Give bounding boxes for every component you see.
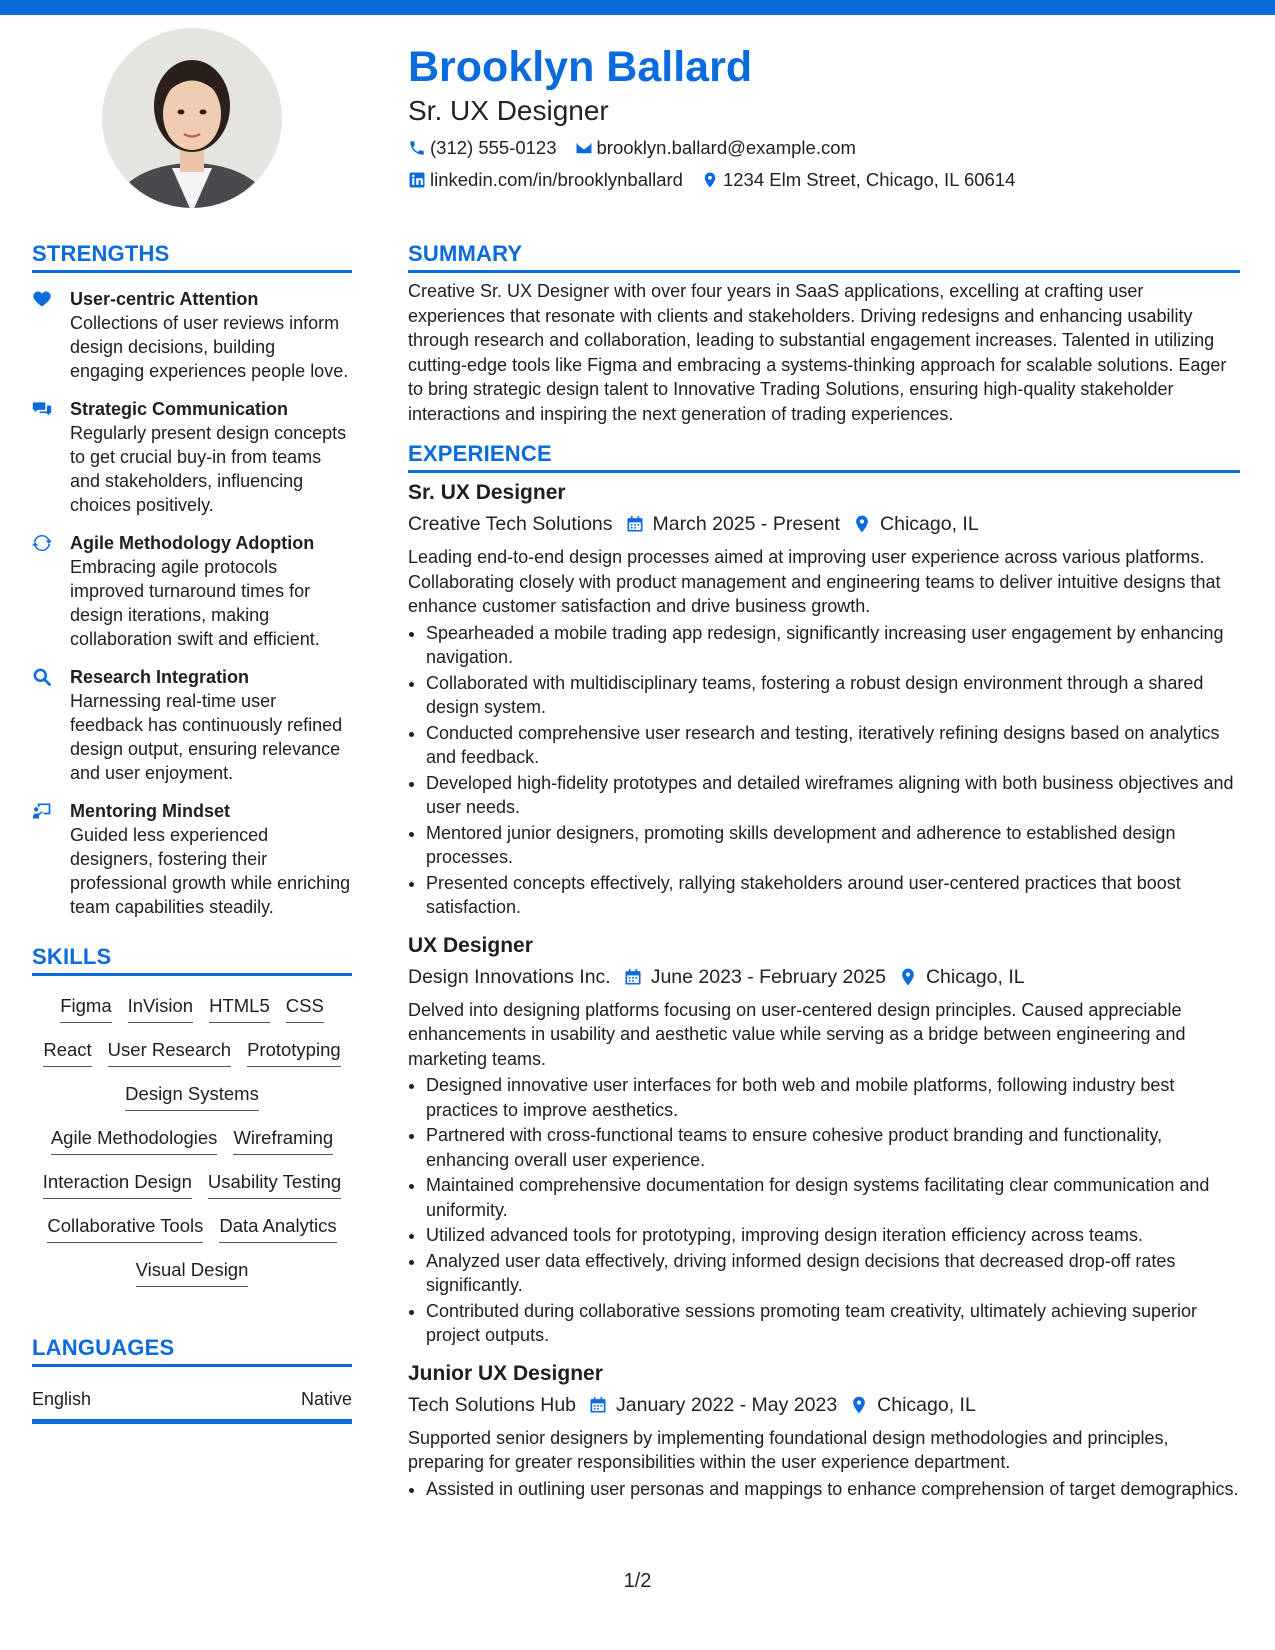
job-title: Sr. UX Designer bbox=[408, 481, 566, 504]
address-text: 1234 Elm Street, Chicago, IL 60614 bbox=[722, 169, 1016, 190]
strength-desc: Embracing agile protocols improved turnaround times for design iterations, making collaboration swift and efficient. bbox=[70, 557, 320, 649]
job-meta bbox=[408, 1392, 1240, 1418]
list-item: • Mentored junior designers, promoting skills development and adherence to established design processes. bbox=[426, 821, 1240, 870]
experience-heading: EXPERIENCE bbox=[408, 440, 1240, 473]
list-item: • Utilized advanced tools for prototyping, improving design iteration efficiency across teams. bbox=[426, 1223, 1240, 1248]
strength-desc: Harnessing real-time user feedback has continuously refined design output, ensuring relevance and user enjoyment. bbox=[70, 691, 343, 783]
candidate-title: Sr. UX Designer bbox=[408, 95, 609, 126]
languages-heading: LANGUAGES bbox=[32, 1334, 352, 1367]
top-accent-bar bbox=[0, 0, 1275, 15]
list-item: • Analyzed user data effectively, driving informed design decisions that decreased drop-off rates significantly. bbox=[426, 1249, 1240, 1298]
job-entry bbox=[408, 932, 1240, 1348]
skill-tag: Prototyping bbox=[247, 1036, 341, 1067]
list-item: • Maintained comprehensive documentation for design systems facilitating clear communication and uniformity. bbox=[426, 1173, 1240, 1222]
calendar-icon bbox=[625, 514, 645, 534]
strength-item bbox=[32, 799, 352, 919]
job-company: Tech Solutions Hub bbox=[408, 1393, 577, 1416]
strength-item bbox=[32, 665, 352, 785]
job-description: Supported senior designers by implementing foundational design methodologies and principles, preparing for greater responsibilities within the user experience department. bbox=[408, 1427, 1169, 1472]
left-column bbox=[32, 240, 352, 1424]
skill-tag: InVision bbox=[128, 992, 193, 1023]
strength-item bbox=[32, 531, 352, 651]
skills-list bbox=[32, 986, 352, 1294]
profile-photo bbox=[102, 28, 282, 208]
strengths-heading: STRENGTHS bbox=[32, 240, 352, 273]
list-item: • Collaborated with multidisciplinary teams, fostering a robust design environment through a shared design system. bbox=[426, 671, 1240, 720]
skill-tag: Visual Design bbox=[136, 1256, 249, 1287]
job-description: Delved into designing platforms focusing on user-centered design principles. Caused appreciable enhancements in usability and aesthetic value while serving as a bridge between engineering and marketing teams. bbox=[408, 999, 1186, 1069]
skill-tag: Wireframing bbox=[233, 1124, 333, 1155]
map-marker-icon bbox=[701, 171, 719, 189]
linkedin-text[interactable]: linkedin.com/in/brooklynballard bbox=[430, 169, 683, 190]
strength-title: Agile Methodology Adoption bbox=[70, 533, 315, 553]
strength-title: Research Integration bbox=[70, 667, 250, 687]
skill-tag: CSS bbox=[286, 992, 324, 1023]
email-contact[interactable] bbox=[575, 136, 856, 160]
skill-tag: React bbox=[43, 1036, 91, 1067]
skill-tag: Design Systems bbox=[125, 1080, 259, 1111]
job-description: Leading end-to-end design processes aimed at improving user experience across various platforms. Collaborating closely with product management and engineering teams to deliver intuitive designs that enhance customer satisfaction and drive business growth. bbox=[408, 547, 1221, 616]
job-bullets bbox=[408, 621, 1240, 920]
candidate-name: Brooklyn Ballard bbox=[408, 43, 753, 91]
job-location: Chicago, IL bbox=[880, 513, 979, 535]
job-bullets bbox=[408, 1073, 1240, 1348]
list-item: • Assisted in outlining user personas and mappings to enhance comprehension of target demographics. bbox=[426, 1477, 1240, 1502]
comments-icon bbox=[32, 399, 52, 419]
strength-desc: Collections of user reviews inform design decisions, building engaging experiences people love. bbox=[70, 313, 349, 381]
job-meta bbox=[408, 511, 1240, 537]
job-dates: June 2023 - February 2025 bbox=[650, 965, 886, 988]
strength-desc: Guided less experienced designers, fostering their professional growth while enriching team capabilities steadily. bbox=[70, 825, 351, 917]
email-text[interactable]: brooklyn.ballard@example.com bbox=[596, 137, 856, 158]
resume-header bbox=[408, 42, 1238, 192]
job-title: Junior UX Designer bbox=[408, 1361, 603, 1385]
phone-icon bbox=[408, 139, 426, 157]
summary-heading: SUMMARY bbox=[408, 240, 1240, 273]
address-contact bbox=[701, 168, 1015, 192]
skills-heading: SKILLS bbox=[32, 943, 352, 976]
job-company: Creative Tech Solutions bbox=[408, 513, 613, 535]
job-meta bbox=[408, 964, 1240, 990]
list-item: • Spearheaded a mobile trading app redesign, significantly increasing user engagement by enhancing navigation. bbox=[426, 621, 1240, 670]
map-marker-icon bbox=[852, 514, 872, 534]
list-item: • Designed innovative user interfaces for both web and mobile platforms, following industry best practices to improve aesthetics. bbox=[426, 1073, 1240, 1122]
job-location: Chicago, IL bbox=[925, 965, 1025, 988]
strength-title: User-centric Attention bbox=[70, 289, 259, 309]
envelope-icon bbox=[575, 139, 593, 157]
list-item: • Partnered with cross-functional teams to ensure cohesive product branding and functionality, enhancing overall user experience. bbox=[426, 1123, 1240, 1172]
list-item: • Developed high-fidelity prototypes and detailed wireframes aligning with both business objectives and user needs. bbox=[426, 771, 1240, 820]
map-marker-icon bbox=[849, 1395, 869, 1415]
contact-row-2 bbox=[408, 168, 1238, 192]
page-number: 1/2 bbox=[623, 1570, 652, 1592]
list-item: • Contributed during collaborative sessions promoting team creativity, ultimately achieving superior project outputs. bbox=[426, 1299, 1240, 1348]
language-level: Native bbox=[300, 1389, 352, 1409]
strength-item bbox=[32, 287, 352, 383]
skill-tag: Agile Methodologies bbox=[51, 1124, 218, 1155]
job-dates: March 2025 - Present bbox=[652, 513, 841, 535]
job-title: UX Designer bbox=[408, 933, 533, 957]
skill-tag: User Research bbox=[108, 1036, 231, 1067]
skill-tag: Collaborative Tools bbox=[47, 1212, 203, 1243]
search-icon bbox=[32, 667, 52, 687]
heart-icon bbox=[32, 289, 52, 309]
linkedin-icon bbox=[408, 171, 426, 189]
map-marker-icon bbox=[898, 967, 918, 987]
job-company: Design Innovations Inc. bbox=[408, 965, 611, 988]
calendar-icon bbox=[623, 967, 643, 987]
skill-tag: Usability Testing bbox=[208, 1168, 341, 1199]
phone-text: (312) 555-0123 bbox=[430, 137, 557, 158]
summary-text: Creative Sr. UX Designer with over four years in SaaS applications, excelling at crafting user experiences that resonate with clients and stakeholders. Driving redesigns and enhancing usability through research and collaboration, leading to substantial engagement increases. Talented in utilizing cutting-edge tools like Figma and embracing a systems-thinking approach for scalable solutions. Eager to bring strategic design talent to Innovative Trading Solutions, ensuring high-quality stakeholder interactions and inspiring the next generation of trading experiences. bbox=[408, 281, 1227, 424]
language-name: English bbox=[32, 1389, 92, 1409]
list-item: • Presented concepts effectively, rallying stakeholders around user-centered practices that boost satisfaction. bbox=[426, 871, 1240, 920]
strength-item bbox=[32, 397, 352, 517]
skill-tag: Interaction Design bbox=[43, 1168, 192, 1199]
skill-tag: HTML5 bbox=[209, 992, 270, 1023]
chalkboard-teacher-icon bbox=[32, 801, 52, 821]
sync-icon bbox=[32, 533, 52, 553]
avatar bbox=[102, 28, 282, 208]
phone-contact bbox=[408, 136, 557, 160]
calendar-icon bbox=[588, 1395, 608, 1415]
job-entry bbox=[408, 1360, 1240, 1502]
job-entry bbox=[408, 479, 1240, 920]
right-column bbox=[408, 240, 1240, 1502]
job-bullets bbox=[408, 1477, 1240, 1502]
linkedin-contact[interactable] bbox=[408, 168, 683, 192]
strength-desc: Regularly present design concepts to get crucial buy-in from teams and stakeholders, influencing choices positively. bbox=[70, 423, 347, 515]
skill-tag: Figma bbox=[60, 992, 111, 1023]
list-item: • Conducted comprehensive user research and testing, iteratively refining designs based on analytics and feedback. bbox=[426, 721, 1240, 770]
job-dates: January 2022 - May 2023 bbox=[616, 1393, 838, 1416]
language-item bbox=[32, 1387, 352, 1424]
skill-tag: Data Analytics bbox=[219, 1212, 336, 1243]
contact-row-1 bbox=[408, 136, 1238, 160]
strength-title: Strategic Communication bbox=[70, 399, 289, 419]
job-location: Chicago, IL bbox=[877, 1393, 976, 1416]
strength-title: Mentoring Mindset bbox=[70, 801, 230, 821]
